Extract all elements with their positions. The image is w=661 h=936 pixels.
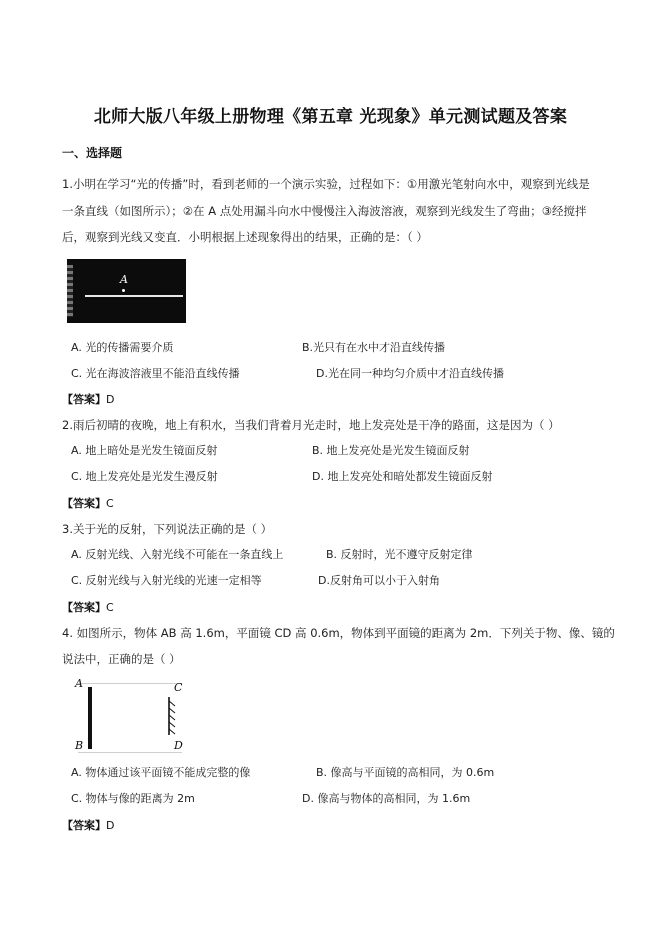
q3-line-1: 3.关于光的反射，下列说法正确的是（ ） bbox=[62, 522, 273, 536]
section-heading: 一、选择题 bbox=[62, 146, 123, 160]
q1-laser-figure bbox=[67, 259, 186, 323]
q1-option-b: B.光只有在水中才沿直线传播 bbox=[302, 341, 446, 354]
q2-option-d: D. 地上发亮处和暗处都发生镜面反射 bbox=[312, 470, 493, 483]
point-a-marker bbox=[122, 289, 125, 292]
q1-option-a: A. 光的传播需要介质 bbox=[71, 341, 174, 354]
object-ab bbox=[88, 687, 92, 749]
point-a-label: A bbox=[120, 273, 128, 286]
q2-answer-label: 【答案】 bbox=[62, 497, 106, 510]
q1-line-3: 后，观察到光线又变直．小明根据上述现象得出的结果，正确的是：（ ） bbox=[62, 230, 428, 244]
q3-option-b: B. 反射时，光不遵守反射定律 bbox=[326, 548, 473, 561]
q2-answer bbox=[62, 495, 114, 511]
q3-answer-value: C bbox=[106, 601, 114, 614]
q2-line-1: 2.雨后初晴的夜晚，地上有积水，当我们背着月光走时，地上发亮处是干净的路面，这是因为（ ） bbox=[62, 418, 560, 432]
q2-answer-value: C bbox=[106, 497, 114, 510]
q2-option-a: A. 地上暗处是光发生镜面反射 bbox=[71, 444, 218, 457]
q1-option-d: D.光在同一种均匀介质中才沿直线传播 bbox=[316, 367, 504, 380]
document-title: 北师大版八年级上册物理《第五章 光现象》单元测试题及答案 bbox=[93, 107, 568, 127]
q4-line-2: 说法中，正确的是（ ） bbox=[62, 652, 181, 666]
q4-answer bbox=[62, 817, 114, 833]
q2-option-c: C. 地上发亮处是光发生漫反射 bbox=[71, 470, 218, 483]
q4-option-b: B. 像高与平面镜的高相同，为 0.6m bbox=[316, 766, 495, 779]
label-a: A bbox=[75, 677, 83, 690]
q3-option-a: A. 反射光线、入射光线不可能在一条直线上 bbox=[71, 548, 284, 561]
label-d: D bbox=[174, 739, 183, 752]
q4-mirror-figure bbox=[70, 675, 190, 757]
q4-line-1: 4. 如图所示，物体 AB 高 1.6m，平面镜 CD 高 0.6m，物体到平面镜的距离为 2m．下列关于物、像、镜的 bbox=[62, 626, 615, 640]
q2-option-b: B. 地上发亮处是光发生镜面反射 bbox=[312, 444, 470, 457]
q4-answer-label: 【答案】 bbox=[62, 819, 106, 832]
plane-mirror-cd bbox=[167, 695, 181, 737]
q3-answer bbox=[62, 599, 114, 615]
q3-answer-label: 【答案】 bbox=[62, 601, 106, 614]
q1-answer-value: D bbox=[106, 393, 115, 406]
q4-option-a: A. 物体通过该平面镜不能成完整的像 bbox=[71, 766, 251, 779]
q1-answer bbox=[62, 391, 114, 407]
q3-option-c: C. 反射光线与入射光线的光速一定相等 bbox=[71, 574, 262, 587]
q1-line-1: 1.小明在学习“光的传播”时，看到老师的一个演示实验，过程如下：①用激光笔射向水中，观察到光线是 bbox=[62, 177, 590, 191]
q4-option-c: C. 物体与像的距离为 2m bbox=[71, 792, 195, 805]
q4-answer-value: D bbox=[106, 819, 115, 832]
q1-line-2: 一条直线（如图所示）；②在 A 点处用漏斗向水中慢慢注入海波溶液，观察到光线发生了弯曲；③经搅拌 bbox=[62, 204, 587, 218]
q4-option-d: D. 像高与物体的高相同，为 1.6m bbox=[302, 792, 471, 805]
q1-answer-label: 【答案】 bbox=[62, 393, 106, 406]
tank-edge bbox=[67, 265, 73, 317]
label-c: C bbox=[174, 681, 183, 694]
q1-option-c: C. 光在海波溶液里不能沿直线传播 bbox=[71, 367, 240, 380]
label-b: B bbox=[75, 739, 84, 752]
q3-option-d: D.反射角可以小于入射角 bbox=[318, 574, 440, 587]
laser-beam bbox=[85, 295, 183, 297]
